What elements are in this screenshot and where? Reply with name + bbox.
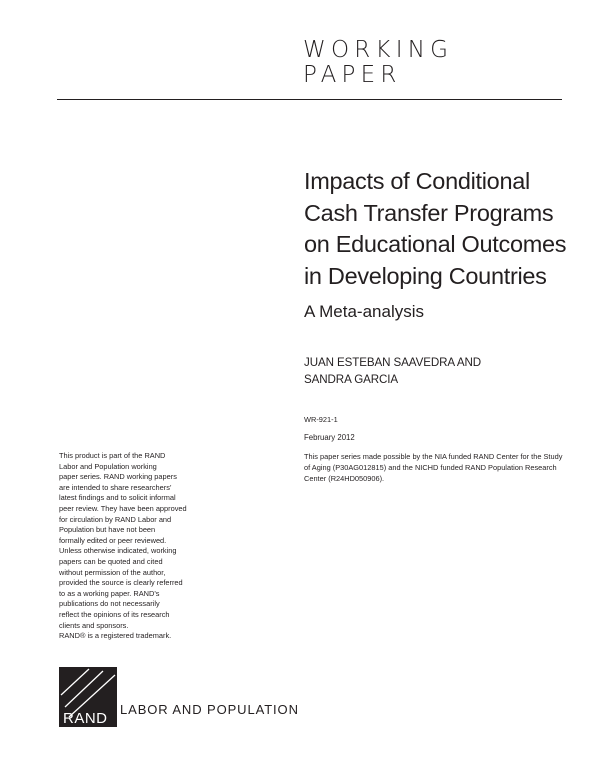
paper-title (304, 166, 594, 292)
disclaimer-line: formally edited or peer reviewed. (59, 535, 167, 545)
funding-line: This paper series made possible by the NIA funded RAND Center for the Study (304, 452, 563, 461)
authors (304, 354, 481, 388)
disclaimer-note (59, 451, 199, 642)
title-line: Impacts of Conditional (304, 168, 530, 194)
disclaimer-line: RAND® is a registered trademark. (59, 631, 172, 641)
publication-date: February 2012 (304, 433, 355, 442)
disclaimer-line: latest findings and to solicit informal (59, 493, 176, 503)
disclaimer-line: for circulation by RAND Labor and (59, 514, 172, 524)
disclaimer-line: papers can be quoted and cited (59, 556, 163, 566)
title-line: Cash Transfer Programs (304, 199, 554, 226)
disclaimer-line: provided the source is clearly referred (59, 578, 183, 588)
author-line: JUAN ESTEBAN SAAVEDRA AND (304, 356, 482, 369)
series-label-line-1: WORKING (303, 37, 454, 63)
report-number: WR-921-1 (304, 415, 338, 424)
disclaimer-line: Unless otherwise indicated, working (59, 546, 177, 556)
title-line: in Developing Countries (304, 262, 547, 289)
disclaimer-line: Population but have not been (59, 525, 156, 535)
series-label (303, 38, 563, 88)
disclaimer-line: paper series. RAND working papers (59, 472, 177, 482)
rand-logo-text: RAND (63, 710, 108, 727)
disclaimer-line: are intended to share researchers’ (59, 482, 172, 492)
disclaimer-line: clients and sponsors. (59, 620, 129, 630)
rand-logo (59, 667, 117, 727)
disclaimer-line: to as a working paper. RAND’s (59, 588, 160, 598)
header-rule (57, 99, 562, 100)
disclaimer-line: reflect the opinions of its research (59, 609, 170, 619)
funding-line: of Aging (P30AG012815) and the NICHD funded RAND Population Research (304, 463, 557, 472)
disclaimer-line: peer review. They have been approved (59, 503, 187, 513)
disclaimer-line: Labor and Population working (59, 461, 157, 471)
disclaimer-line: without permission of the author, (59, 567, 166, 577)
disclaimer-line: publications do not necessarily (59, 599, 160, 609)
author-line: SANDRA GARCIA (304, 373, 399, 386)
title-line: on Educational Outcomes (304, 231, 567, 257)
research-unit-name: LABOR AND POPULATION (120, 702, 299, 717)
paper-subtitle: A Meta-analysis (304, 302, 424, 321)
funding-note (304, 451, 563, 484)
rand-logo-mark (59, 667, 117, 727)
funding-line: Center (R24HD050906). (304, 474, 385, 483)
disclaimer-line: This product is part of the RAND (59, 451, 166, 460)
series-label-line-2: PAPER (303, 62, 402, 88)
